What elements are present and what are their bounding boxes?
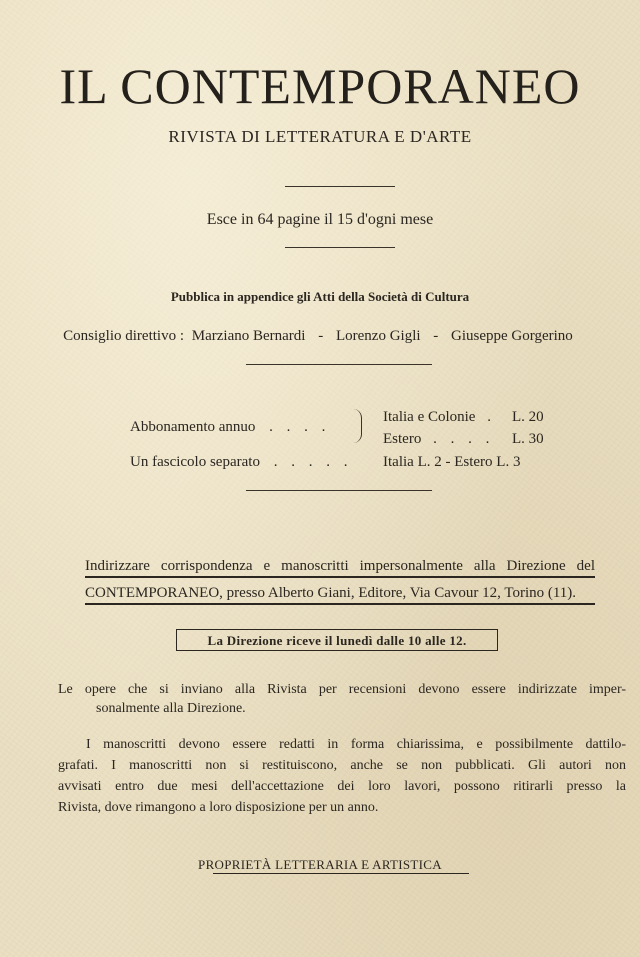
single-dots: . . . . .: [273, 454, 353, 470]
underline-1: [85, 576, 595, 578]
manuscripts-line-1: I manoscritti devono essere redatti in forma chiarissima, e possibilmente dattilo-: [86, 737, 626, 752]
divider-3: [246, 364, 432, 365]
underline-2: [85, 603, 595, 605]
annual-dots: . . . .: [269, 419, 331, 435]
brace: [353, 409, 362, 443]
divider-4: [246, 490, 432, 491]
divider-1: [285, 186, 395, 187]
price-italy: Italia e Colonie .: [383, 409, 491, 425]
page-title: IL CONTEMPORANEO: [59, 58, 581, 114]
page-subtitle: RIVISTA DI LETTERATURA E D'ARTE: [168, 127, 472, 146]
appendix-note: Pubblica in appendice gli Atti della Società di Cultura: [170, 289, 470, 304]
copyright-notice: PROPRIETÀ LETTERARIA E ARTISTICA: [198, 857, 442, 872]
price-italy-value: L. 20: [512, 409, 544, 425]
reviews-line-2: sonalmente alla Direzione.: [96, 701, 246, 716]
correspondence-line-1: Indirizzare corrispondenza e manoscritti impersonalmente alla Direzione del: [85, 558, 595, 574]
footer-underline: [213, 873, 469, 874]
council-member-2: Lorenzo Gigli: [335, 328, 421, 344]
reviews-line-1: Le opere che si inviano alla Rivista per recensioni devono essere indirizzate imper-: [58, 682, 626, 697]
council-line: [0, 326, 640, 346]
manuscripts-line-2: grafati. I manoscritti non si restituiscono, anche se non pubblicati. Gli autori non: [58, 758, 626, 773]
price-abroad: Estero . . . .: [383, 431, 495, 447]
correspondence-line-2: CONTEMPORANEO, presso Alberto Giani, Editore, Via Cavour 12, Torino (11).: [85, 585, 577, 601]
manuscripts-line-3: avvisati entro due mesi dell'accettazione dei loro lavori, possono ritirarli presso la: [58, 779, 626, 794]
council-member-1: Marziano Bernardi: [191, 328, 306, 344]
manuscripts-line-4: Rivista, dove rimangono a loro disposizione per un anno.: [58, 800, 379, 815]
single-issue-label: Un fascicolo separato . . . . .: [130, 454, 353, 470]
council-separator-1: -: [318, 328, 324, 344]
council-label: Consiglio direttivo :: [63, 328, 185, 344]
price-abroad-value: L. 30: [512, 431, 544, 447]
council-separator-2: -: [433, 328, 439, 344]
office-hours-box: La Direzione riceve il lunedì dalle 10 alle 12.: [176, 629, 498, 651]
council-member-3: Giuseppe Gorgerino: [451, 328, 573, 344]
issue-info: Esce in 64 pagine il 15 d'ogni mese: [206, 211, 434, 228]
annual-subscription-label: Abbonamento annuo . . . .: [130, 419, 331, 435]
divider-2: [285, 247, 395, 248]
single-issue-price: Italia L. 2 - Estero L. 3: [383, 454, 521, 470]
